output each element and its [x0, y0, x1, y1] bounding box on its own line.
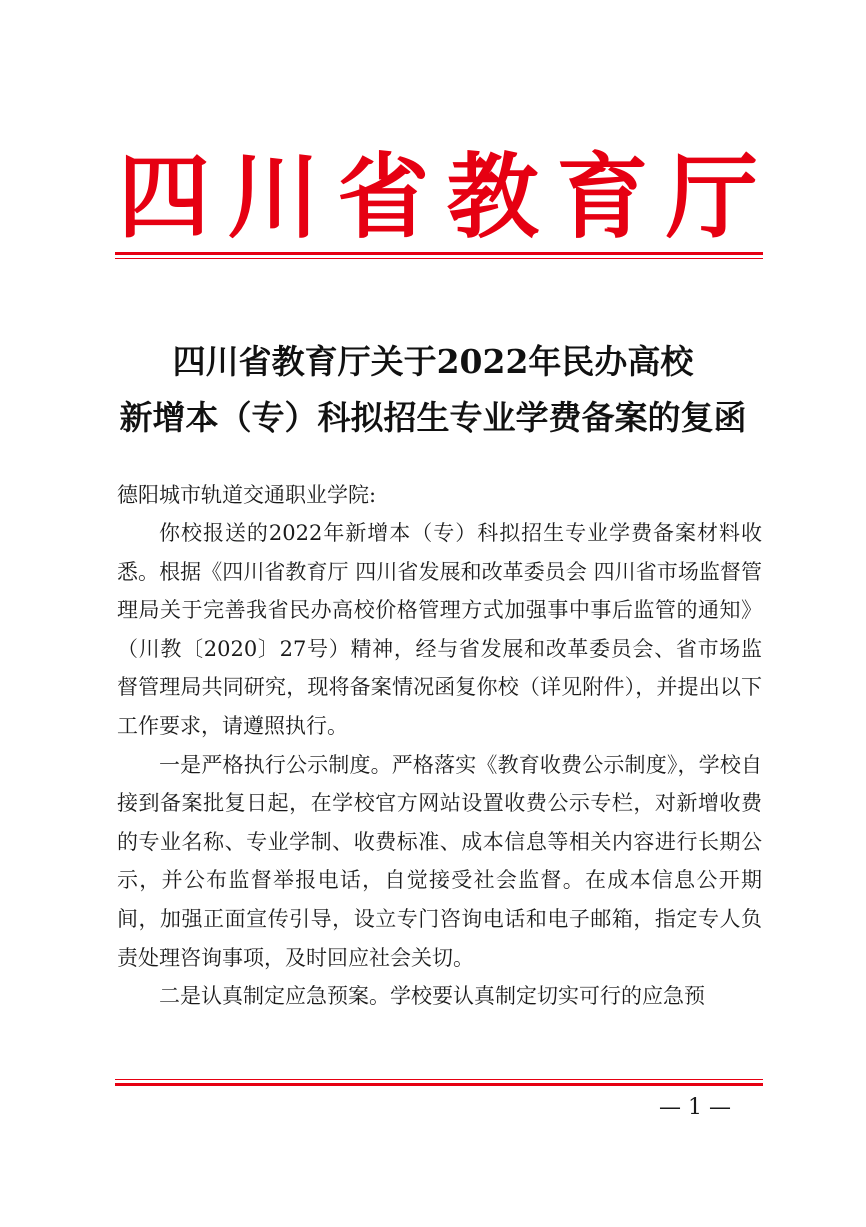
letterhead-char: 教	[446, 144, 539, 251]
letterhead-org-name	[118, 144, 758, 251]
document-body	[117, 514, 762, 1016]
letterhead-char: 育	[556, 144, 649, 251]
document-title-line-2: 新增本（专）科拟招生专业学费备案的复函	[119, 398, 747, 437]
body-paragraph: 二是认真制定应急预案。学校要认真制定切实可行的应急预	[159, 984, 705, 1009]
document-title-line-1: 四川省教育厅关于2022年民办高校	[172, 342, 694, 381]
letterhead-char: 四	[118, 144, 211, 251]
letterhead-char: 省	[337, 144, 430, 251]
letterhead-char: 川	[227, 144, 320, 251]
recipient-salutation: 德阳城市轨道交通职业学院:	[117, 483, 377, 507]
footer-divider	[115, 1079, 763, 1086]
page-number: — 1 —	[659, 1095, 731, 1120]
letterhead-divider	[115, 252, 763, 259]
body-paragraph: 你校报送的2022年新增本（专）科拟招生专业学费备案材料收悉。根据《四川省教育厅 四川省发展和改革委员会 四川省市场监督管理局关于完善我省民办高校价格管理方式加强事中事后监管的通知》（川教〔2020〕27号）精神，经与省发展和改革委员会、省市场监督管理局共同研究，现将备案情况函复你校（详见附件），并提出以下工作要求，请遵照执行。	[117, 521, 762, 738]
letterhead-char: 厅	[665, 144, 758, 251]
body-paragraph: 一是严格执行公示制度。严格落实《教育收费公示制度》，学校自接到备案批复日起，在学校官方网站设置收费公示专栏，对新增收费的专业名称、专业学制、收费标准、成本信息等相关内容进行长期公示，并公布监督举报电话，自觉接受社会监督。在成本信息公开期间，加强正面宣传引导，设立专门咨询电话和电子邮箱，指定专人负责处理咨询事项，及时回应社会关切。	[117, 752, 762, 970]
